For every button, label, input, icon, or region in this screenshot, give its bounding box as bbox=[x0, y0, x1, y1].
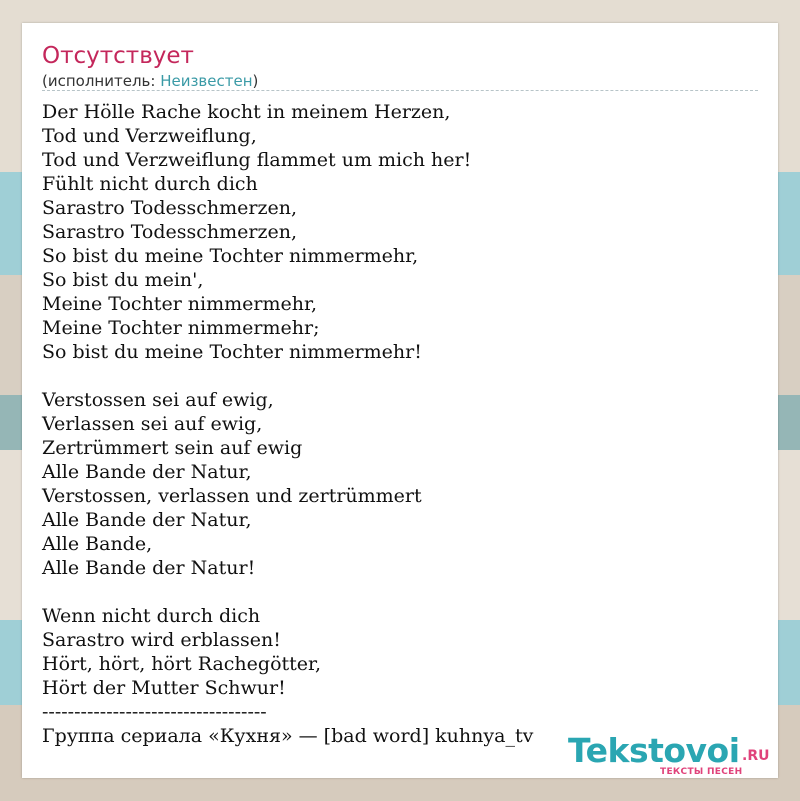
logo-tld: .RU bbox=[742, 748, 770, 764]
lyric-line: Hört der Mutter Schwur! bbox=[42, 677, 286, 699]
lyric-line: Wenn nicht durch dich bbox=[42, 605, 261, 627]
lyric-line: Verlassen sei auf ewig, bbox=[42, 413, 263, 435]
lyric-line: Meine Tochter nimmermehr, bbox=[42, 293, 318, 315]
lyric-line: Hört, hört, hört Rachegötter, bbox=[42, 653, 322, 675]
artist-prefix: (исполнитель: bbox=[42, 72, 161, 90]
lyrics-text bbox=[42, 100, 742, 748]
logo-tagline: ТЕКСТЫ ПЕСЕН bbox=[660, 767, 743, 777]
song-title: Отсутствует bbox=[42, 43, 194, 69]
lyric-line bbox=[42, 580, 742, 604]
lyric-line: Sarastro Todesschmerzen, bbox=[42, 197, 297, 219]
lyric-line: ----------------------------------- bbox=[42, 701, 267, 723]
lyric-line: So bist du meine Tochter nimmermehr, bbox=[42, 245, 419, 267]
lyric-line: Tod und Verzweiflung, bbox=[42, 125, 257, 147]
artist-link[interactable]: Неизвестен bbox=[160, 72, 253, 90]
lyric-line: Alle Bande der Natur, bbox=[42, 461, 252, 483]
lyrics-card bbox=[22, 23, 778, 778]
lyric-line: Meine Tochter nimmermehr; bbox=[42, 317, 320, 339]
lyric-line: Sarastro wird erblassen! bbox=[42, 629, 281, 651]
lyric-line: Der Hölle Rache kocht in meinem Herzen, bbox=[42, 101, 451, 123]
lyric-line: So bist du mein', bbox=[42, 269, 204, 291]
lyric-line: Alle Bande der Natur, bbox=[42, 509, 252, 531]
artist-suffix: ) bbox=[252, 72, 259, 90]
lyric-line bbox=[42, 364, 742, 388]
lyric-line: So bist du meine Tochter nimmermehr! bbox=[42, 341, 422, 363]
lyric-line: Tod und Verzweiflung flammet um mich her! bbox=[42, 149, 472, 171]
lyric-line: Sarastro Todesschmerzen, bbox=[42, 221, 297, 243]
lyric-line: Verstossen, verlassen und zertrümmert bbox=[42, 485, 422, 507]
lyric-line: Fühlt nicht durch dich bbox=[42, 173, 258, 195]
logo-wordmark: Tekstovoi bbox=[568, 731, 740, 770]
title-divider bbox=[42, 90, 758, 91]
site-logo[interactable] bbox=[568, 731, 778, 777]
lyric-line: Verstossen sei auf ewig, bbox=[42, 389, 274, 411]
lyric-line: Alle Bande der Natur! bbox=[42, 557, 256, 579]
lyric-line: Alle Bande, bbox=[42, 533, 153, 555]
lyric-line: Zertrümmert sein auf ewig bbox=[42, 437, 303, 459]
lyric-line: Группа сериала «Кухня» — [bad word] kuhnya_tv bbox=[42, 725, 534, 747]
artist-line bbox=[42, 71, 258, 91]
